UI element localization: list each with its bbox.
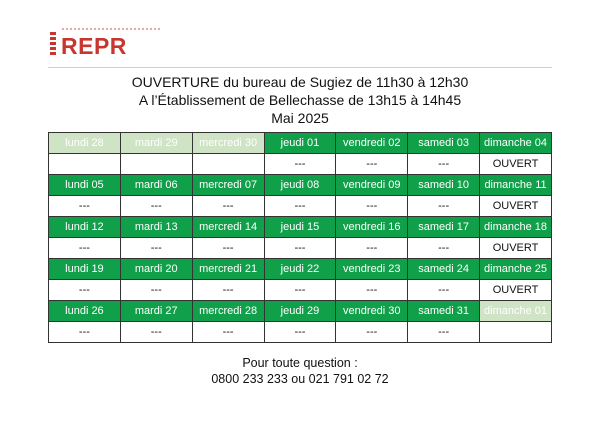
day-label: lundi 12 (49, 217, 121, 238)
status-cell: --- (408, 322, 480, 343)
footer-contact (0, 355, 600, 387)
day-header-row (49, 259, 552, 280)
day-label: dimanche 25 (480, 259, 552, 280)
status-cell: --- (264, 238, 336, 259)
day-label: jeudi 15 (264, 217, 336, 238)
status-row (49, 238, 552, 259)
day-label: samedi 17 (408, 217, 480, 238)
day-label: lundi 28 (49, 133, 121, 154)
header (48, 24, 552, 68)
day-label: jeudi 08 (264, 175, 336, 196)
day-label: mardi 27 (120, 301, 192, 322)
day-header-row (49, 301, 552, 322)
day-label: mercredi 21 (192, 259, 264, 280)
day-header-row (49, 175, 552, 196)
status-cell: --- (192, 322, 264, 343)
status-row (49, 280, 552, 301)
day-label: lundi 19 (49, 259, 121, 280)
day-header-row (49, 217, 552, 238)
day-label: dimanche 11 (480, 175, 552, 196)
day-label: jeudi 22 (264, 259, 336, 280)
status-cell: OUVERT (480, 238, 552, 259)
status-cell: --- (264, 322, 336, 343)
day-label: vendredi 09 (336, 175, 408, 196)
status-cell: --- (192, 238, 264, 259)
title-line-2: A l’Établissement de Bellechasse de 13h15 à 14h45 (138, 92, 462, 108)
status-cell: --- (336, 154, 408, 175)
status-cell: --- (264, 154, 336, 175)
status-cell: OUVERT (480, 280, 552, 301)
footer-phone: 0800 233 233 ou 021 791 02 72 (211, 372, 389, 386)
status-cell: --- (408, 196, 480, 217)
status-cell: --- (49, 196, 121, 217)
status-cell: --- (192, 280, 264, 301)
status-row (49, 154, 552, 175)
day-label: mercredi 28 (192, 301, 264, 322)
status-cell: --- (120, 196, 192, 217)
day-label: mardi 13 (120, 217, 192, 238)
day-label: lundi 05 (49, 175, 121, 196)
day-label: vendredi 23 (336, 259, 408, 280)
day-header-row (49, 133, 552, 154)
status-cell: --- (49, 238, 121, 259)
status-cell: --- (120, 322, 192, 343)
status-cell: --- (49, 280, 121, 301)
footer-line-1: Pour toute question : (242, 356, 358, 370)
day-label: samedi 03 (408, 133, 480, 154)
status-cell: --- (264, 196, 336, 217)
status-cell: --- (264, 280, 336, 301)
logo-dots-icon (61, 27, 161, 31)
title-line-3: Mai 2025 (271, 110, 329, 126)
day-label: mercredi 30 (192, 133, 264, 154)
status-cell: --- (49, 322, 121, 343)
status-cell: --- (408, 280, 480, 301)
status-cell: --- (192, 196, 264, 217)
status-cell: OUVERT (480, 154, 552, 175)
status-cell: --- (336, 238, 408, 259)
day-label: mardi 20 (120, 259, 192, 280)
day-label: samedi 31 (408, 301, 480, 322)
day-label: mercredi 07 (192, 175, 264, 196)
logo-mark-icon (50, 32, 56, 58)
calendar-table (48, 132, 552, 343)
day-label: jeudi 01 (264, 133, 336, 154)
status-cell (120, 154, 192, 175)
day-label: dimanche 04 (480, 133, 552, 154)
status-cell: --- (408, 238, 480, 259)
status-cell: --- (336, 322, 408, 343)
day-label: jeudi 29 (264, 301, 336, 322)
day-label: vendredi 16 (336, 217, 408, 238)
status-row (49, 322, 552, 343)
logo-text: REPR (61, 33, 127, 59)
day-label: dimanche 01 (480, 301, 552, 322)
status-cell (480, 322, 552, 343)
day-label: samedi 10 (408, 175, 480, 196)
day-label: vendredi 30 (336, 301, 408, 322)
day-label: dimanche 18 (480, 217, 552, 238)
status-cell (192, 154, 264, 175)
status-cell: --- (336, 196, 408, 217)
day-label: lundi 26 (49, 301, 121, 322)
day-label: vendredi 02 (336, 133, 408, 154)
status-cell: --- (120, 280, 192, 301)
day-label: samedi 24 (408, 259, 480, 280)
header-divider (48, 67, 552, 68)
status-cell: OUVERT (480, 196, 552, 217)
status-cell: --- (336, 280, 408, 301)
status-row (49, 196, 552, 217)
day-label: mardi 29 (120, 133, 192, 154)
status-cell: --- (408, 154, 480, 175)
status-cell (49, 154, 121, 175)
title-line-1: OUVERTURE du bureau de Sugiez de 11h30 à 12h30 (131, 74, 469, 90)
day-label: mardi 06 (120, 175, 192, 196)
status-cell: --- (120, 238, 192, 259)
title-block (0, 73, 600, 127)
repr-logo (48, 24, 168, 62)
day-label: mercredi 14 (192, 217, 264, 238)
